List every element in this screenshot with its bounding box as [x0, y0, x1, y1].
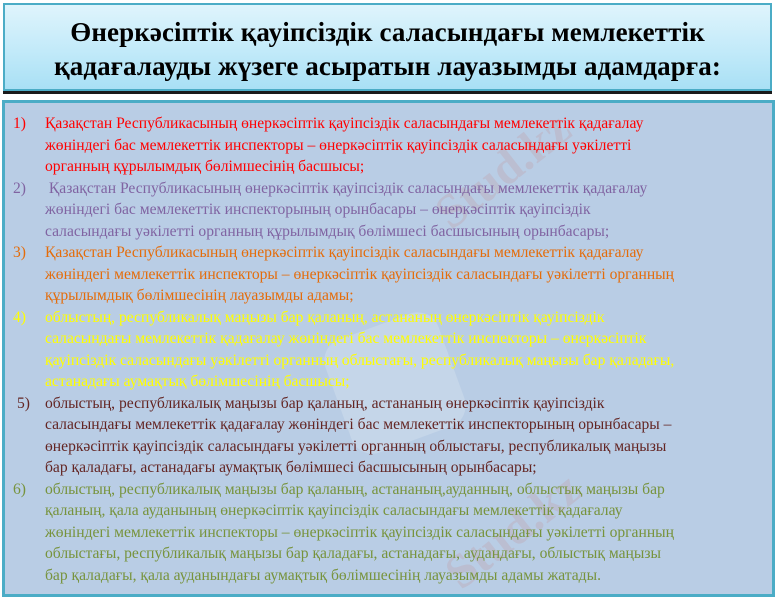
list-item-line: саласындағы мемлекеттік қадағалау жөніндегі бас мемлекеттік инспекторының орынбасары – — [45, 416, 672, 433]
watermark-text: Stud.kz — [435, 461, 591, 600]
list-item-line: облыстың, республикалық маңызы бар қаланың, астананың өнеркәсіптік қауіпсіздік — [45, 394, 605, 412]
list-item-line: жөніндегі бас мемлекеттік инспекторы – өнеркәсіптік қауіпсіздік саласындағы уәкілетті — [45, 136, 632, 154]
list-item-line: облыстың, республикалық маңызы бар қаланың, астананың өнеркәсіптік қауіпсіздік — [45, 308, 605, 326]
list-item-line: өнеркәсіптік қауіпсіздік саласындағы уәкілетті органның облыстағы, республикалық маңызы — [45, 437, 667, 455]
watermark-text: Stud.kz — [425, 101, 581, 240]
list-item-line: саласындағы уәкілетті органның құрылымдық бөлімшесі басшысының орынбасары; — [45, 222, 610, 240]
list-item-line: облыстағы, республикалық маңызы бар қаладағы, астанадағы, аудандағы, облыстық маңызы — [45, 545, 661, 562]
list-item-line: бар қаладағы, қала ауданындағы аумақтық бөлімшесінің лауазымды адамы жатады. — [45, 566, 601, 584]
title-line-2: қадағалауды жүзеге асыратын лауазымды адамдарға: — [54, 51, 721, 81]
list-item-line: Қазақстан Республикасының өнеркәсіптік қауіпсіздік саласындағы мемлекеттік қадағалау — [45, 115, 644, 132]
list-item-line: облыстың, республикалық маңызы бар қаланың, астананың,ауданның, облыстық маңызы бар — [45, 480, 665, 498]
list-item-line: бар қаладағы, астанадағы аумақтық бөлімшесі басшысының орынбасары; — [45, 459, 537, 476]
list-item-4 — [13, 307, 766, 393]
list-item-2 — [13, 178, 766, 243]
list-item-line: жөніндегі бас мемлекеттік инспекторының орынбасары – өнеркәсіптік қауіпсіздік — [45, 201, 591, 218]
list-item-3 — [13, 242, 766, 307]
content-panel — [2, 100, 775, 600]
list-item-line: органның құрылымдық бөлімшесінің басшысы; — [45, 158, 365, 175]
title-banner — [3, 3, 772, 91]
list-item-line: Қазақстан Республикасының өнеркәсіптік қауіпсіздік саласындағы мемлекеттік қадағалау — [45, 179, 648, 197]
list-item-line: құрылымдық бөлімшесінің лауазымды адамы; — [45, 287, 354, 304]
list-item-1 — [13, 113, 766, 178]
list-item-number: 4) — [13, 308, 26, 326]
list-item-line: астанадағы аумақтық бөлімшесінің басшысы; — [45, 373, 350, 390]
list-item-line: жөніндегі мемлекеттік инспекторы – өнеркәсіптік қауіпсіздік саласындағы уәкілетті органның — [45, 523, 674, 541]
list-item-number: 6) — [13, 480, 26, 498]
list-item-line: Қазақстан Республикасының өнеркәсіптік қауіпсіздік саласындағы мемлекеттік қадағалау — [45, 244, 644, 261]
list-item-line: қауіпсіздік саласындағы уәкілетті органның облыстағы, республикалық маңызы бар қаладағы, — [45, 351, 675, 369]
list-item-number: 3) — [13, 244, 26, 261]
title-line-1: Өнеркәсіптік қауіпсіздік саласындағы мемлекеттік — [70, 17, 705, 47]
list-item-line: жөніндегі мемлекеттік инспекторы – өнеркәсіптік қауіпсіздік саласындағы уәкілетті органның — [45, 265, 674, 283]
list-item-number: 1) — [13, 115, 26, 132]
list-item-6 — [13, 479, 766, 587]
list-item-5 — [13, 393, 766, 479]
list-item-number: 2) — [13, 179, 26, 197]
list-item-number: 5) — [17, 394, 30, 412]
list-item-line: саласындағы мемлекеттік қадағалау жөніндегі бас мемлекеттік инспекторы – өнеркәсіптік — [45, 330, 647, 347]
list-item-line: қаланың, қала ауданының өнеркәсіптік қауіпсіздік саласындағы мемлекеттік қадағалау — [45, 502, 623, 519]
